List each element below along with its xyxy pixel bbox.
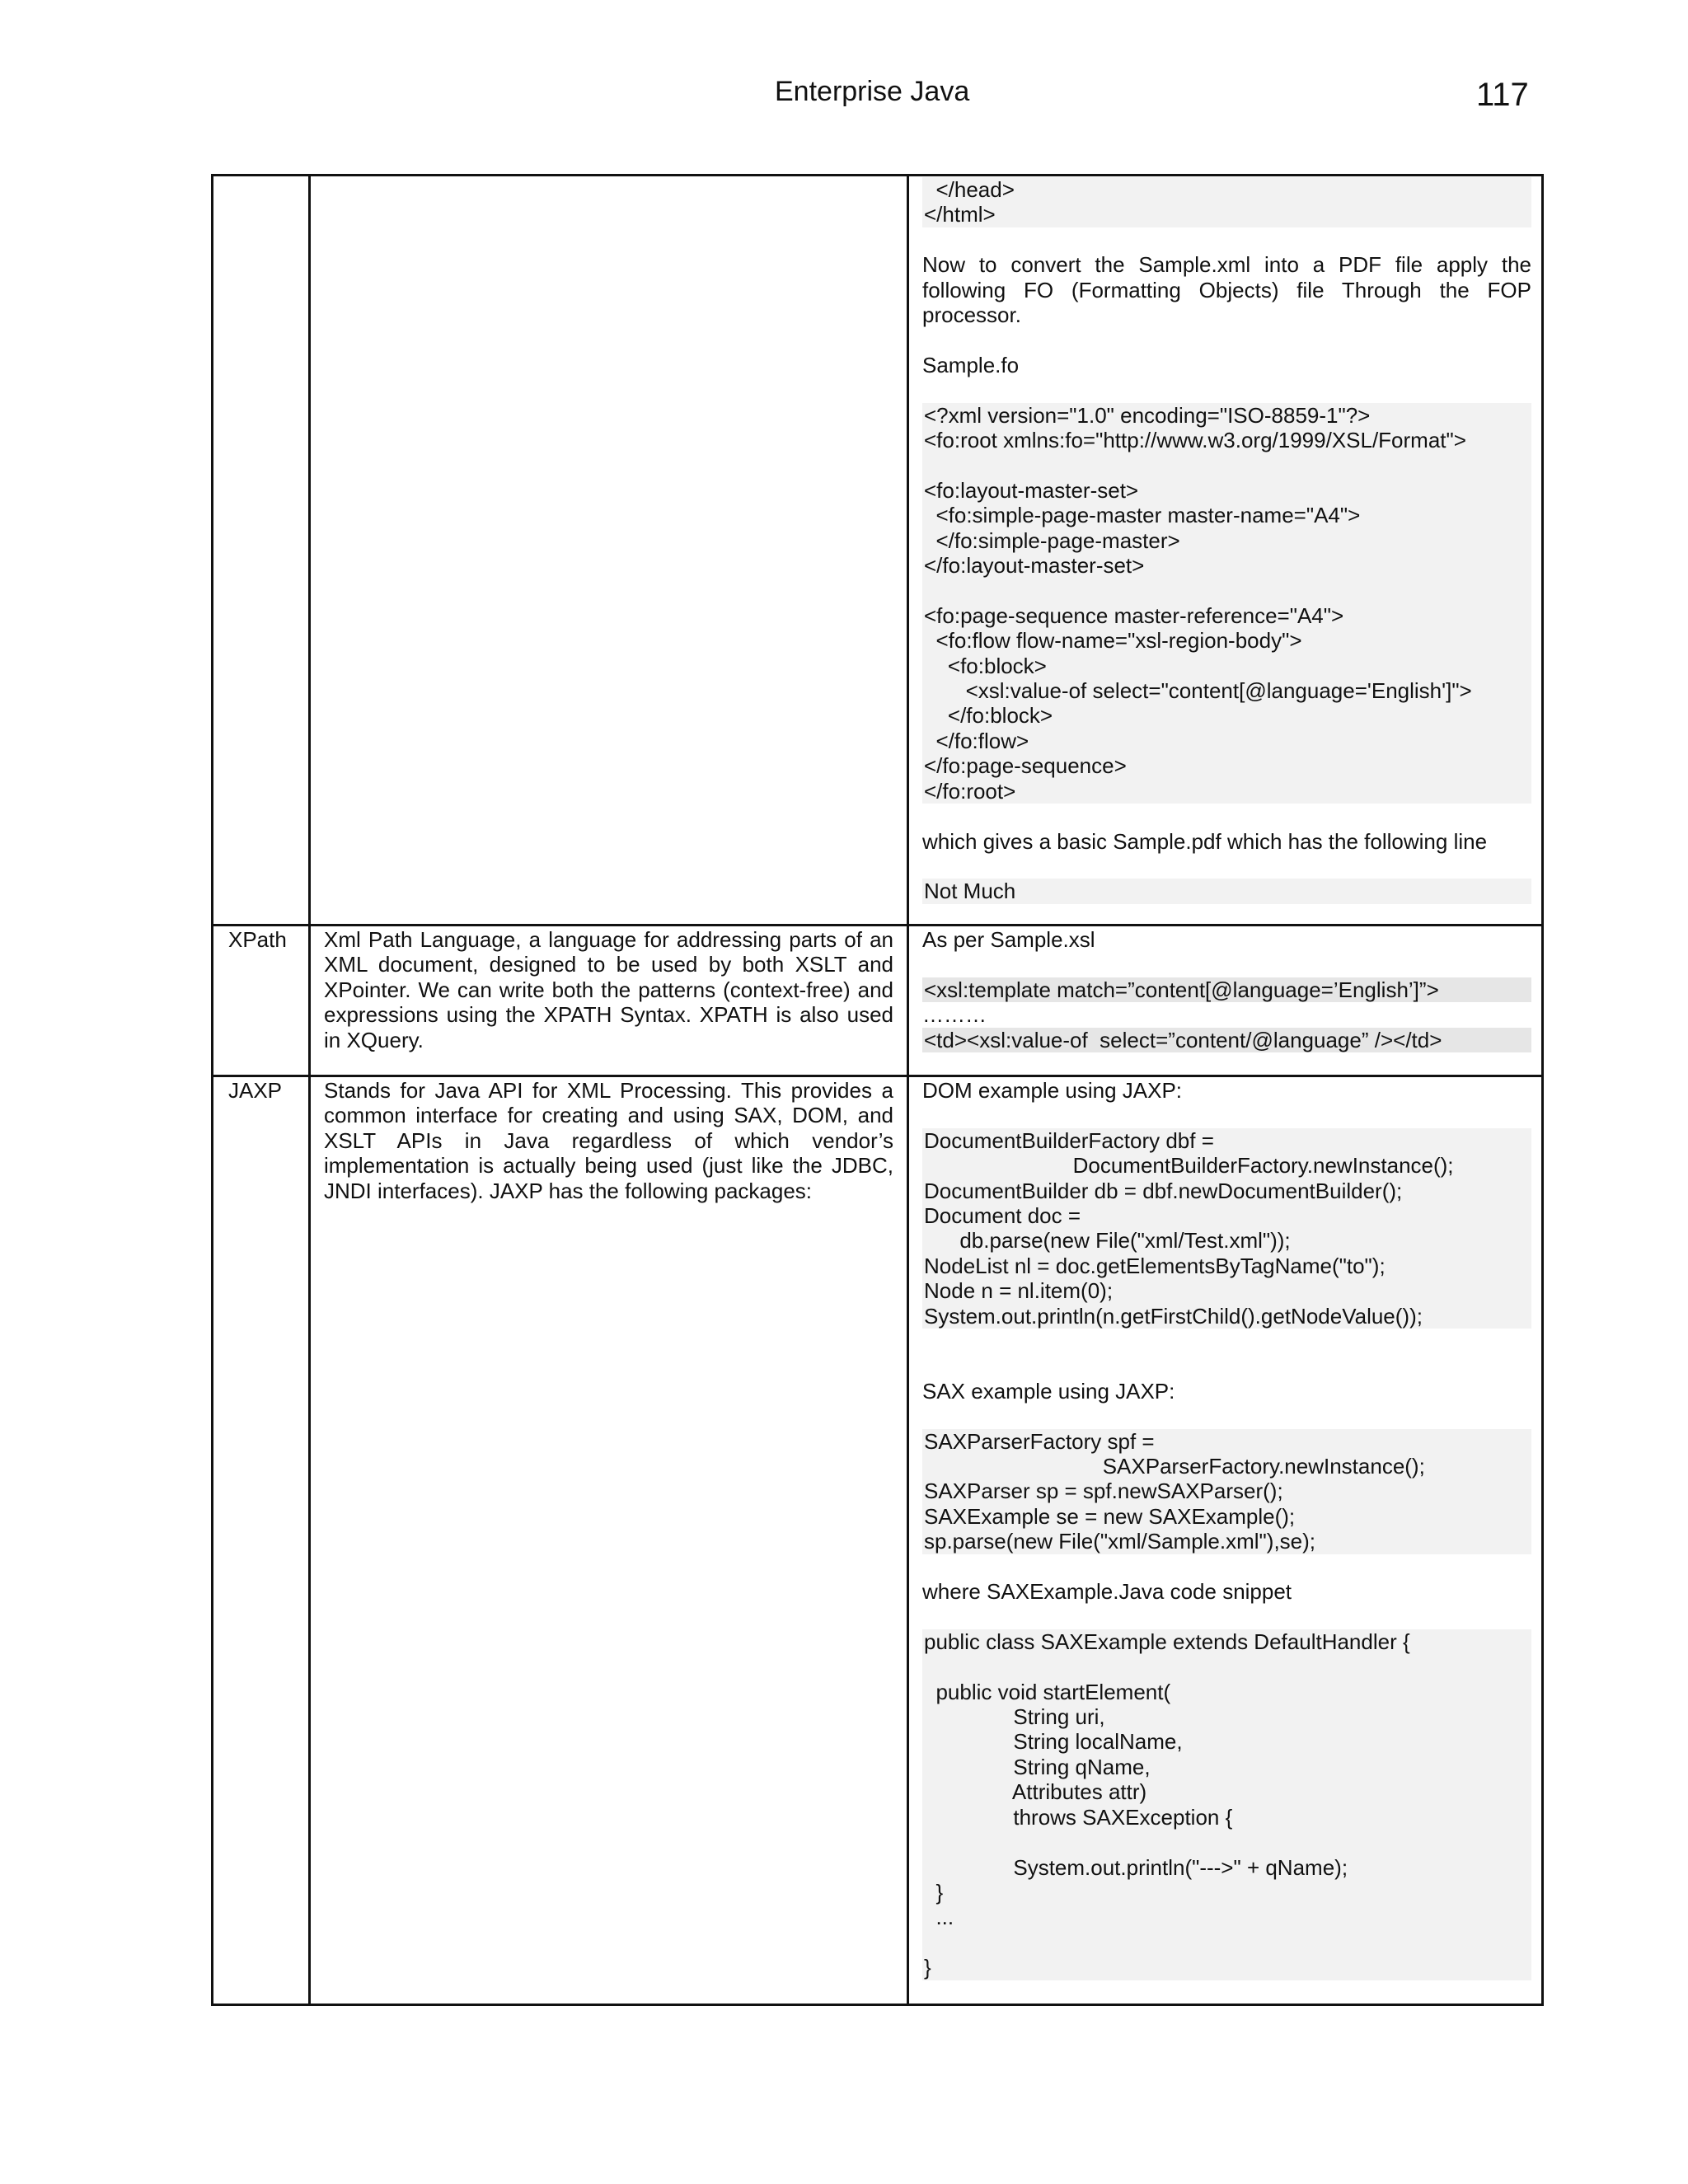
code-line [924,1654,1531,1679]
code-line: </html> [924,202,996,227]
code-line: </fo:root> [924,778,1016,804]
code-line: Not Much [924,879,1016,904]
code-line: Document doc = [924,1203,1081,1229]
code-block [922,177,1531,227]
code-line: System.out.println("--->" + qName); [924,1854,1348,1880]
code-line: </fo:page-sequence> [924,753,1127,779]
code-line: public class SAXExample extends DefaultHandler { [924,1629,1410,1654]
ellipsis-line: ……… [922,1002,987,1028]
code-line: <fo:page-sequence master-reference="A4"> [924,602,1344,628]
example-label: As per Sample.xsl [922,927,1095,952]
code-line: SAXParserFactory spf = [924,1428,1155,1454]
code-line: DocumentBuilderFactory.newInstance(); [924,1153,1454,1179]
term-description: Xml Path Language, a language for addressing parts of an XML document, designed to be used by both XSLT and XPointer. We can write both the patterns (context-free) and expressions using the XPATH Syntax. XPATH is also used in XQuery. [324,927,893,1052]
code-line: Node n = nl.item(0); [924,1278,1114,1304]
code-line [924,1930,1531,1955]
description-cell [310,1076,908,2005]
example-label: where SAXExample.Java code snippet [922,1579,1292,1605]
code-line: DocumentBuilder db = dbf.newDocumentBuilder(); [924,1178,1403,1203]
code-line: <fo:flow flow-name="xsl-region-body"> [924,628,1302,654]
term-description: Stands for Java API for XML Processing. This provides a common interface for creating and using SAX, DOM, and XSLT APIs in Java regardless of which vendor’s implementation is actually being used (just like the JDBC, JNDI interfaces). JAXP has the following packages: [324,1078,893,1203]
code-line: </head> [924,177,1015,202]
term-label: XPath [228,927,287,952]
code-line: String localName, [924,1729,1183,1755]
page-number: 117 [1476,77,1529,113]
code-line: Attributes attr) [924,1779,1147,1805]
code-line: } [924,1955,931,1980]
code-line: <fo:block> [924,653,1047,678]
code-line: sp.parse(new File("xml/Sample.xml"),se); [924,1529,1316,1554]
code-line: <xsl:value-of select="content[@language='English']"> [924,678,1472,704]
page-header-title: Enterprise Java [775,76,970,107]
term-label: JAXP [228,1078,283,1103]
code-line: SAXParserFactory.newInstance(); [924,1454,1425,1479]
description-cell [310,926,908,1076]
term-label [213,176,308,177]
code-line: System.out.println(n.getFirstChild().getNodeValue()); [924,1303,1423,1329]
code-line: String qName, [924,1754,1151,1779]
code-line: <td><xsl:value-of select=”content/@language” /></td> [922,1028,1531,1052]
table-row [213,176,1543,926]
code-block [922,403,1531,804]
code-line: </fo:simple-page-master> [924,527,1180,553]
code-block [922,1128,1531,1329]
code-block [922,1629,1531,1980]
term-description [311,176,907,187]
table-row [213,926,1543,1076]
code-line: SAXExample se = new SAXExample(); [924,1503,1296,1529]
code-line: DocumentBuilderFactory dbf = [924,1127,1214,1153]
paragraph: Now to convert the Sample.xml into a PDF file apply the following FO (Formatting Objects) file Through the FOP processor. [922,252,1531,328]
code-line: </fo:flow> [924,728,1029,753]
example-cell [908,926,1543,1076]
glossary-table [211,174,1544,2006]
term-cell [213,176,310,926]
code-line: NodeList nl = doc.getElementsByTagName("to"); [924,1253,1386,1278]
example-cell [908,1076,1543,2005]
code-line: </fo:block> [924,703,1053,729]
code-line: public void startElement( [924,1679,1171,1704]
output-block [922,879,1531,903]
code-line: <fo:root xmlns:fo="http://www.w3.org/1999/XSL/Format"> [924,428,1466,453]
example-label: SAX example using JAXP: [922,1378,1175,1404]
code-line [924,452,1531,477]
code-line: } [924,1879,944,1905]
code-line: <fo:layout-master-set> [924,477,1139,503]
code-line: <xsl:template match=”content[@language=’English’]”> [922,977,1531,1002]
term-cell [213,926,310,1076]
description-cell [310,176,908,926]
code-line [924,578,1531,602]
code-line: throws SAXException { [924,1804,1233,1830]
code-line [924,1830,1531,1854]
code-line: <fo:simple-page-master master-name="A4"> [924,503,1361,528]
example-label: DOM example using JAXP: [922,1078,1183,1103]
code-line: SAXParser sp = spf.newSAXParser(); [924,1479,1283,1504]
code-line: ... [924,1905,954,1930]
term-cell [213,1076,310,2005]
table-row [213,1076,1543,2005]
code-line: String uri, [924,1704,1105,1730]
paragraph: which gives a basic Sample.pdf which has the following line [922,828,1488,854]
example-cell [908,176,1543,926]
code-line: <?xml version="1.0" encoding="ISO-8859-1"?> [924,402,1371,428]
code-block [922,1429,1531,1554]
code-line: </fo:layout-master-set> [924,553,1145,579]
code-line: db.parse(new File("xml/Test.xml")); [924,1228,1291,1254]
file-label: Sample.fo [922,352,1020,377]
